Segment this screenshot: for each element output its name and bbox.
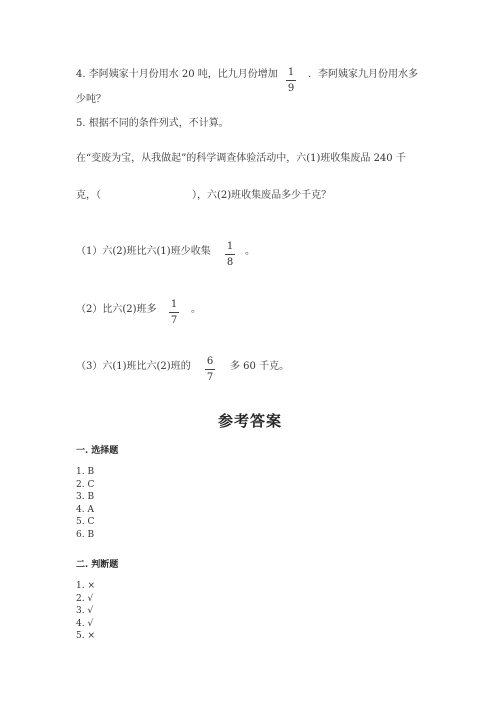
fraction-numerator: 1 bbox=[170, 299, 178, 310]
q5-sub3-end: 多 60 千克。 bbox=[230, 361, 290, 372]
answer-item: 1. × bbox=[76, 581, 95, 591]
q4-text-end: ．李阿姨家九月份用水多 bbox=[308, 69, 418, 80]
answers-section1-list bbox=[76, 466, 94, 541]
fraction-bar bbox=[225, 254, 235, 255]
answer-item: 3. √ bbox=[76, 606, 94, 616]
fraction-numerator: 6 bbox=[206, 356, 214, 367]
fraction-denominator: 7 bbox=[170, 315, 178, 326]
q5-sub2-text: （2）比六(2)班多 bbox=[76, 304, 157, 315]
answer-item: 2. √ bbox=[76, 593, 94, 604]
q4-text-start: 4. 李阿姨家十月份用水 20 吨，比九月份增加 bbox=[76, 69, 278, 80]
answers-section1-heading: 一. 选择题 bbox=[76, 446, 119, 456]
fraction-bar bbox=[169, 312, 179, 313]
q5-sub3-text: （3）六(1)班比六(2)班的 bbox=[76, 361, 191, 372]
fraction-denominator: 8 bbox=[226, 257, 234, 268]
answers-section2-heading: 二. 判断题 bbox=[76, 560, 119, 570]
q4-fraction bbox=[284, 67, 298, 94]
q5-paragraph-line2-end: ），六(2)班收集废品多少千克？ bbox=[192, 190, 332, 201]
answer-item: 2. C bbox=[76, 479, 95, 490]
q5-sub1-end: 。 bbox=[245, 246, 255, 257]
answer-item: 5. C bbox=[76, 517, 95, 527]
q5-paragraph-line2-start: 克，（ bbox=[76, 190, 101, 201]
q5-sub1-fraction bbox=[223, 241, 237, 268]
answer-item: 4. A bbox=[76, 504, 94, 515]
answer-item: 3. B bbox=[76, 492, 95, 502]
q4-line2: 少吨？ bbox=[76, 94, 106, 105]
fraction-bar bbox=[205, 369, 215, 370]
answer-item: 6. B bbox=[76, 529, 95, 540]
q5-sub2-fraction bbox=[167, 299, 181, 326]
fraction-numerator: 1 bbox=[226, 241, 234, 252]
q5-sub2-end: 。 bbox=[191, 304, 201, 315]
answer-item: 5. × bbox=[76, 631, 95, 641]
q5-sub1-text: （1）六(2)班比六(1)班少收集 bbox=[76, 246, 211, 257]
answers-section2-list bbox=[76, 580, 95, 643]
q5-paragraph-line1: 在“变废为宝，从我做起”的科学调查体验活动中，六(1)班收集废品 240 千 bbox=[76, 153, 406, 164]
answer-item: 4. √ bbox=[76, 618, 94, 629]
q5-sub3-fraction bbox=[203, 356, 217, 383]
q5-header: 5. 根据不同的条件列式，不计算。 bbox=[76, 118, 229, 129]
fraction-denominator: 7 bbox=[206, 372, 214, 383]
answers-title: 参考答案 bbox=[217, 412, 282, 430]
answer-item: 1. B bbox=[76, 467, 95, 477]
fraction-denominator: 9 bbox=[287, 83, 295, 94]
fraction-bar bbox=[286, 80, 296, 81]
fraction-numerator: 1 bbox=[287, 67, 295, 78]
